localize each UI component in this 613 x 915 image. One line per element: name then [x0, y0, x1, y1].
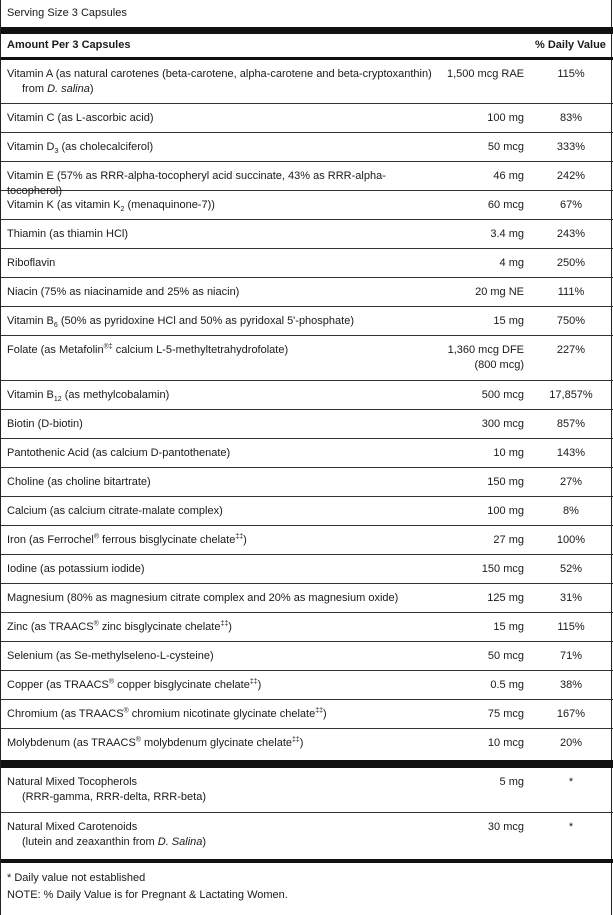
nutrient-row: [1, 642, 613, 671]
nutrient-row: [1, 104, 613, 133]
nutrient-amount: [488, 198, 524, 213]
nutrient-amount: [500, 256, 524, 271]
other-ingredient-row: [1, 813, 613, 859]
nutrient-name-text: calcium L-5-methyltetrahydrofolate): [112, 344, 289, 356]
nutrient-amount: [488, 140, 524, 155]
nutrient-row: [1, 584, 613, 613]
ingredient-name-text: Natural Mixed Tocopherols: [7, 776, 138, 788]
nutrient-name: [7, 343, 437, 358]
text: ): [89, 83, 94, 95]
amount-text: 4 mg: [499, 257, 524, 269]
nutrient-name: [7, 198, 437, 213]
amount-text: 100 mg: [487, 112, 524, 124]
amount-text: 15 mg: [493, 621, 524, 633]
nutrient-name: [7, 256, 437, 271]
ingredient-name: [7, 775, 437, 805]
nutrient-amount: [482, 417, 524, 432]
nutrient-row: [1, 729, 613, 760]
amount-text-line2: (800 mcg): [474, 359, 524, 371]
nutrient-amount: [488, 649, 524, 664]
nutrient-name-text: Copper (as TRAACS: [7, 679, 109, 691]
footnote-note: NOTE: % Daily Value is for Pregnant & Lactating Women.: [7, 889, 288, 901]
nutrient-name-line2: [7, 82, 437, 97]
nutrient-daily-value: 243%: [556, 228, 586, 240]
superscript: ‡‡: [249, 678, 258, 686]
nutrient-amount: [487, 111, 524, 126]
nutrient-name-text: Choline (as choline bitartrate): [7, 476, 151, 488]
nutrient-daily-value: 83%: [559, 112, 583, 124]
thick-divider-top: [1, 27, 613, 34]
amount-text: 50 mcg: [487, 650, 524, 662]
nutrient-amount: [490, 227, 524, 242]
nutrient-daily-value: 167%: [556, 708, 586, 720]
nutrient-daily-value: 333%: [556, 141, 586, 153]
amount-text: 3.4 mg: [490, 228, 524, 240]
nutrient-name-text: chromium nicotinate glycinate chelate: [128, 708, 316, 720]
superscript: ‡‡: [292, 736, 300, 744]
nutrient-daily-value: 111%: [557, 286, 585, 298]
text: (lutein and zeaxanthin from: [22, 836, 158, 848]
nutrient-daily-value: 750%: [556, 315, 586, 327]
text: ): [202, 836, 207, 848]
nutrient-name-text: Riboflavin: [7, 257, 56, 269]
ingredient-amount: 5 mg: [499, 776, 524, 788]
amount-text: 50 mcg: [487, 141, 524, 153]
serving-size: Serving Size 3 Capsules: [7, 7, 127, 19]
text: (RRR-gamma, RRR-delta, RRR-beta): [22, 791, 206, 803]
nutrient-name-text: Pantothenic Acid (as calcium D-pantothenate): [7, 447, 231, 459]
nutrient-name-text: (as cholecalciferol): [58, 141, 154, 153]
text: from: [22, 83, 48, 95]
nutrient-name: [7, 736, 437, 751]
nutrient-name-text: (50% as pyridoxine HCl and 50% as pyridoxal 5'-phosphate): [57, 315, 354, 327]
nutrient-row: [1, 220, 613, 249]
superscript: ®: [93, 533, 99, 541]
nutrient-daily-value: 52%: [559, 563, 583, 575]
nutrient-amount: [493, 314, 524, 329]
nutrient-amount: [487, 591, 524, 606]
other-ingredient-row: [1, 768, 613, 813]
nutrient-name: [7, 562, 437, 577]
nutrient-name-text: Vitamin A (as natural carotenes (beta-carotene, alpha-carotene and beta-cryptoxanthin): [7, 68, 432, 80]
nutrient-name-text: Vitamin C (as L-ascorbic acid): [7, 112, 154, 124]
nutrient-amount: [482, 388, 524, 403]
nutrient-name: [7, 285, 437, 300]
nutrient-amount: [493, 169, 524, 184]
nutrient-amount: [488, 707, 524, 722]
nutrient-row: [1, 336, 613, 381]
nutrient-row: [1, 468, 613, 497]
nutrient-amount: [448, 343, 524, 373]
amount-text: 150 mcg: [481, 563, 524, 575]
nutrient-row: [1, 497, 613, 526]
amount-text: 500 mcg: [481, 389, 524, 401]
amount-text: 27 mg: [493, 534, 524, 546]
nutrient-amount: [475, 285, 524, 300]
amount-text: 100 mg: [487, 505, 524, 517]
nutrient-name: [7, 227, 437, 242]
nutrient-row: [1, 162, 613, 197]
nutrient-name: [7, 707, 437, 722]
ingredient-daily-value: *: [568, 776, 574, 788]
nutrient-name: [7, 417, 437, 432]
superscript: ®‡: [103, 343, 113, 351]
nutrient-name-text: Molybdenum (as TRAACS: [7, 737, 136, 749]
nutrient-name-text: ): [228, 621, 232, 633]
nutrient-name-text: Biotin (D-biotin): [7, 418, 83, 430]
nutrient-name-text: Niacin (75% as niacinamide and 25% as niacin): [7, 286, 240, 298]
amount-text: 1,500 mcg RAE: [446, 68, 524, 80]
amount-text: 15 mg: [493, 315, 524, 327]
nutrient-name-text: zinc bisglycinate chelate: [98, 621, 221, 633]
nutrient-daily-value: 31%: [559, 592, 583, 604]
subscript: 6: [53, 322, 58, 330]
nutrient-row: [1, 671, 613, 700]
nutrient-amount: [488, 736, 524, 751]
nutrient-name-text: Vitamin B: [7, 315, 54, 327]
nutrient-name-text: ): [323, 708, 327, 720]
nutrient-name: [7, 475, 437, 490]
nutrient-daily-value: 115%: [557, 621, 585, 633]
nutrient-amount: [487, 504, 524, 519]
nutrient-row: [1, 700, 613, 729]
subscript: 12: [53, 396, 62, 404]
nutrient-name-text: (menaquinone-7)): [124, 199, 215, 211]
nutrient-name-text: Magnesium (80% as magnesium citrate complex and 20% as magnesium oxide): [7, 592, 399, 604]
ingredient-name-line2: [7, 790, 437, 805]
nutrient-daily-value: 67%: [559, 199, 583, 211]
amount-text: 150 mg: [487, 476, 524, 488]
nutrient-name-text: Iodine (as potassium iodide): [7, 563, 145, 575]
nutrient-name-text: Folate (as Metafolin: [7, 344, 104, 356]
nutrient-name-text: Iron (as Ferrochel: [7, 534, 94, 546]
nutrient-name: [7, 620, 437, 635]
nutrient-row: [1, 410, 613, 439]
amount-text: 75 mcg: [487, 708, 524, 720]
nutrient-daily-value: 250%: [556, 257, 586, 269]
superscript: ®: [108, 678, 115, 686]
superscript: ®: [93, 620, 99, 628]
amount-text: 1,360 mcg DFE: [447, 344, 524, 356]
nutrient-name: [7, 446, 437, 461]
nutrient-row: [1, 307, 613, 336]
nutrient-name: [7, 140, 437, 155]
nutrient-daily-value: 20%: [559, 737, 583, 749]
nutrient-name-text: ): [299, 737, 304, 749]
nutrient-row: [1, 278, 613, 307]
nutrient-daily-value: 71%: [559, 650, 583, 662]
subscript: 3: [54, 148, 59, 156]
daily-value-header: % Daily Value: [535, 39, 606, 51]
nutrient-name-text: Thiamin (as thiamin HCl): [7, 228, 129, 240]
nutrient-name-text: Zinc (as TRAACS: [7, 621, 94, 633]
amount-text: 10 mg: [493, 447, 524, 459]
nutrient-amount: [490, 678, 524, 693]
italic-text: D. salina: [47, 83, 90, 95]
amount-text: 20 mg NE: [475, 286, 524, 298]
nutrient-daily-value: 100%: [556, 534, 586, 546]
nutrient-name-text: copper bisglycinate chelate: [114, 679, 250, 691]
nutrient-daily-value: 227%: [556, 344, 586, 356]
nutrient-name-text: Selenium (as Se-methylseleno-L-cysteine): [7, 650, 214, 662]
amount-text: 0.5 mg: [490, 679, 524, 691]
nutrient-name: [7, 649, 437, 664]
superscript: ‡‡: [235, 533, 244, 541]
ingredient-name-text: Natural Mixed Carotenoids: [7, 821, 138, 833]
nutrient-row: [1, 613, 613, 642]
nutrient-name-text: molybdenum glycinate chelate: [140, 737, 292, 749]
nutrient-name-text: Vitamin D: [7, 141, 55, 153]
superscript: ‡‡: [220, 620, 229, 628]
thick-divider-bottom: [1, 760, 613, 768]
nutrient-name: [7, 67, 437, 97]
nutrient-amount: [482, 562, 524, 577]
nutrient-name-text: (as methylcobalamin): [61, 389, 170, 401]
nutrient-name: [7, 533, 437, 548]
ingredient-daily-value: *: [568, 821, 574, 833]
ingredient-amount: 30 mcg: [487, 821, 524, 833]
nutrient-daily-value: 38%: [559, 679, 583, 691]
nutrient-name-text: Vitamin B: [7, 389, 54, 401]
footer-divider: [1, 859, 613, 863]
nutrient-name-text: Vitamin E (57% as RRR-alpha-tocopheryl acid succinate, 43% as RRR-alpha-tocopherol): [7, 170, 386, 197]
nutrient-amount: [447, 67, 524, 82]
italic-text: D. Salina: [157, 836, 203, 848]
footnote-dv: * Daily value not established: [7, 872, 146, 884]
nutrient-row: [1, 555, 613, 584]
ingredient-name: [7, 820, 437, 850]
superscript: ®: [123, 707, 129, 715]
nutrient-daily-value: 857%: [556, 418, 586, 430]
superscript: ‡‡: [315, 707, 323, 715]
amount-text: 125 mg: [487, 592, 524, 604]
nutrient-name: [7, 678, 437, 693]
nutrient-name-text: Vitamin K (as vitamin K: [7, 199, 121, 211]
nutrient-daily-value: 242%: [556, 170, 586, 182]
nutrient-daily-value: 17,857%: [549, 389, 593, 401]
nutrient-daily-value: 8%: [563, 505, 579, 517]
subscript: 2: [120, 206, 125, 214]
amount-text: 60 mcg: [487, 199, 524, 211]
nutrient-name: [7, 314, 437, 329]
nutrient-name-text: ): [257, 679, 262, 691]
nutrient-row: [1, 60, 613, 104]
nutrient-amount: [493, 620, 524, 635]
amount-text: 300 mcg: [481, 418, 524, 430]
nutrient-name: [7, 388, 437, 403]
nutrient-daily-value: 115%: [557, 68, 585, 80]
superscript: ®: [135, 736, 141, 744]
nutrient-amount: [487, 475, 524, 490]
nutrient-name-text: Chromium (as TRAACS: [7, 708, 124, 720]
nutrient-row: [1, 191, 613, 220]
nutrient-row: [1, 381, 613, 410]
nutrient-row: [1, 133, 613, 162]
amount-text: 10 mcg: [487, 737, 524, 749]
nutrient-name-text: Calcium (as calcium citrate-malate complex): [7, 505, 223, 517]
nutrient-row: [1, 249, 613, 278]
nutrient-name-text: ferrous bisglycinate chelate: [98, 534, 236, 546]
amount-text: 46 mg: [493, 170, 524, 182]
nutrient-name: [7, 591, 437, 606]
nutrient-row: [1, 439, 613, 468]
amount-header: Amount Per 3 Capsules: [7, 39, 131, 51]
nutrient-name: [7, 504, 437, 519]
nutrient-row: [1, 526, 613, 555]
nutrient-amount: [493, 533, 524, 548]
nutrient-daily-value: 143%: [556, 447, 586, 459]
ingredient-name-line2: [7, 835, 437, 850]
nutrient-daily-value: 27%: [559, 476, 583, 488]
nutrient-amount: [493, 446, 524, 461]
nutrient-name-text: ): [243, 534, 247, 546]
nutrient-name: [7, 111, 437, 126]
